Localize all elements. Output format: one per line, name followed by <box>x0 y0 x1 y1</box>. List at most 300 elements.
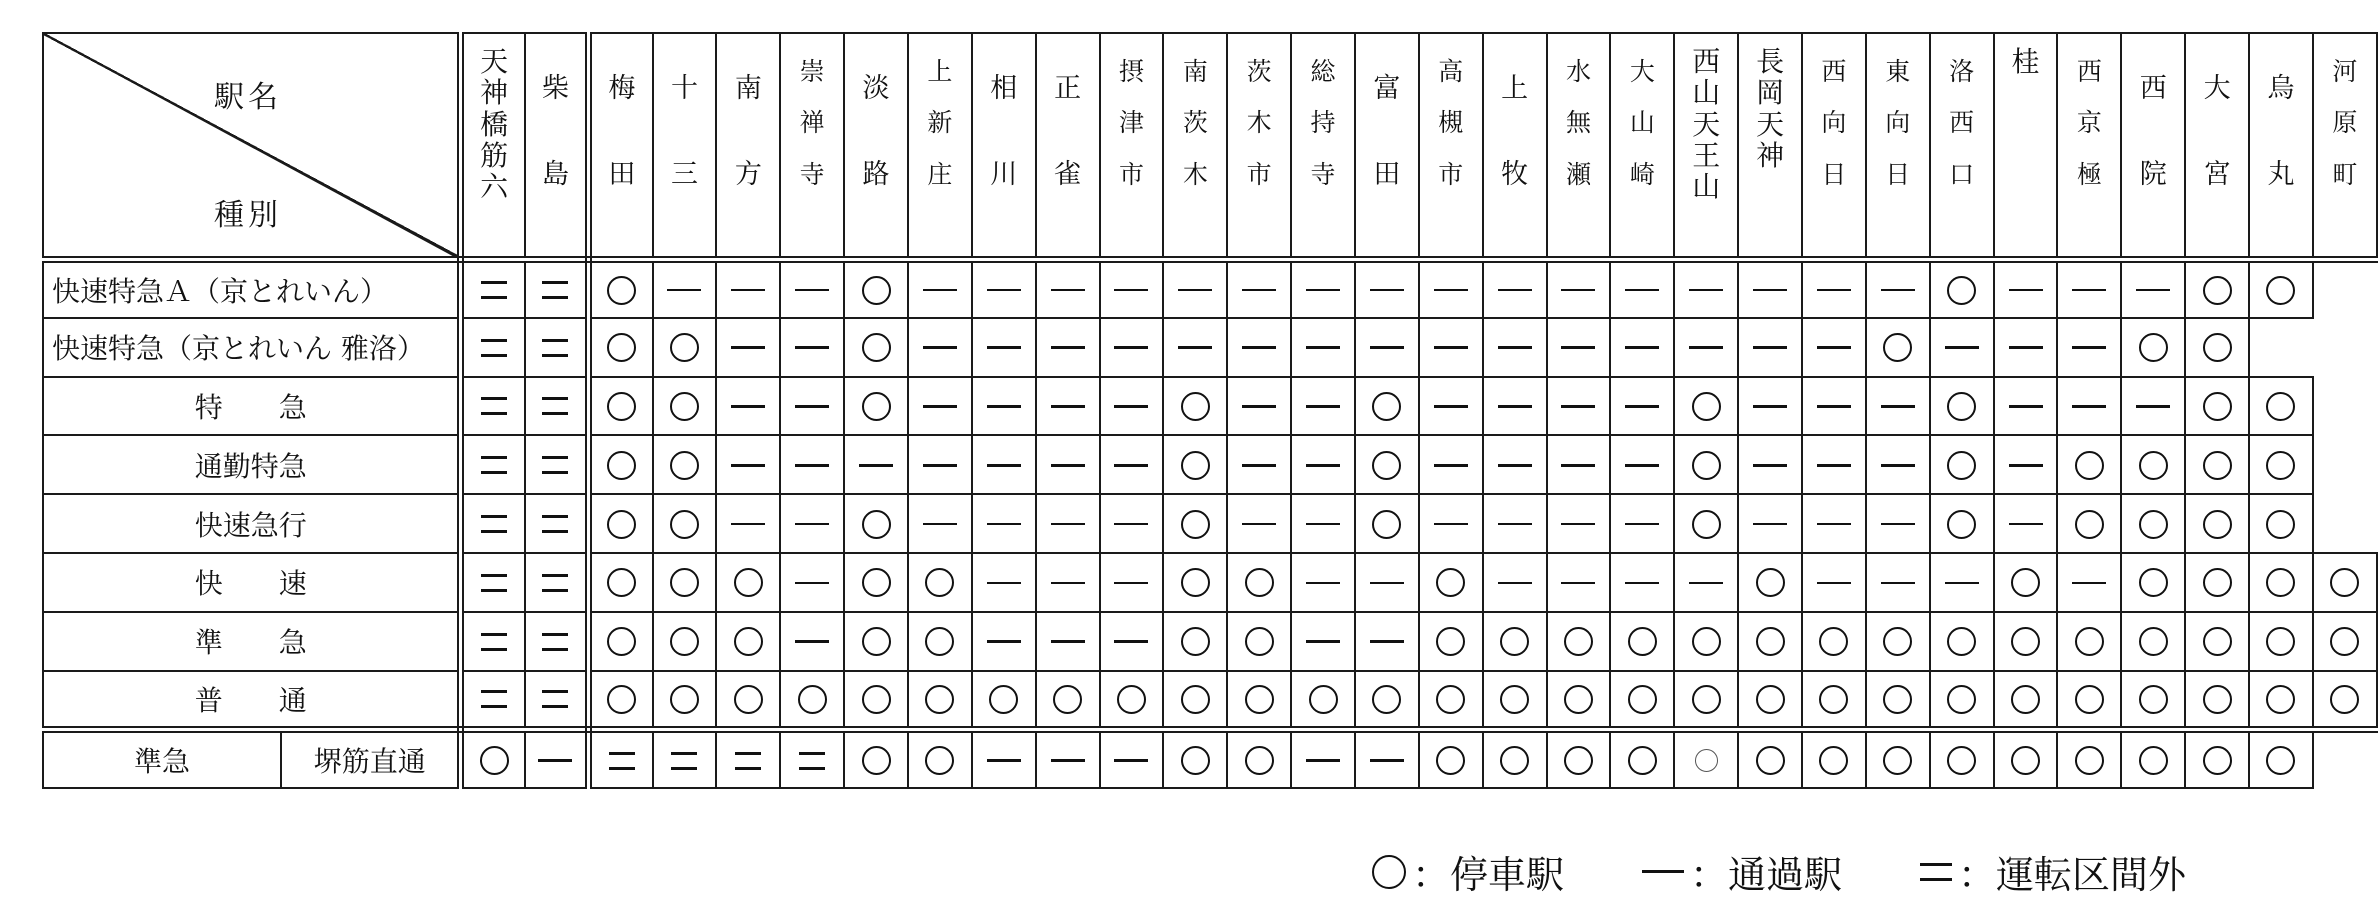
pass-cell <box>1610 318 1674 377</box>
pass-dash-icon <box>923 447 957 482</box>
train-type-label: 快速特急（京とれいん 雅洛） <box>43 318 461 377</box>
stop-cell <box>2121 612 2185 671</box>
stop-circle-icon <box>2011 742 2040 777</box>
stop-cell <box>908 553 972 612</box>
pass-cell <box>1547 435 1611 494</box>
stop-circle-icon <box>1564 742 1593 777</box>
pass-dash-icon <box>1817 447 1851 482</box>
stop-cell <box>2185 377 2249 436</box>
train-type-row <box>43 671 2377 730</box>
stop-cell <box>908 671 972 730</box>
stop-cell <box>844 259 908 318</box>
station-header <box>716 33 780 259</box>
pass-cell <box>1547 377 1611 436</box>
pass-dash-icon <box>731 388 765 423</box>
pass-dash-icon <box>923 506 957 541</box>
stop-circle-icon <box>2203 329 2232 364</box>
stop-circle-icon <box>2139 447 2168 482</box>
pass-dash-icon <box>538 742 572 777</box>
legend-pass <box>1642 844 1842 899</box>
pass-cell <box>1610 494 1674 553</box>
pass-cell <box>972 553 1036 612</box>
stop-cell <box>2185 612 2249 671</box>
stop-cell <box>1419 612 1483 671</box>
station-name: 東向日 <box>1885 57 1911 189</box>
pass-dash-icon <box>1881 272 1915 307</box>
stop-circle-icon <box>1500 681 1529 716</box>
pass-cell <box>908 494 972 553</box>
out-of-service-cell <box>525 435 589 494</box>
pass-cell <box>1483 377 1547 436</box>
pass-cell <box>1163 259 1227 318</box>
station-header <box>525 33 589 259</box>
stop-circle-icon <box>1117 681 1146 716</box>
pass-cell <box>1738 377 1802 436</box>
pass-cell <box>1866 435 1930 494</box>
stop-circle-icon <box>670 329 699 364</box>
out-of-service-cell <box>525 318 589 377</box>
stop-cell <box>589 259 653 318</box>
stop-circle-icon <box>1181 623 1210 658</box>
pass-cell <box>1355 553 1419 612</box>
pass-cell <box>780 435 844 494</box>
stop-cell <box>1738 612 1802 671</box>
stop-cell <box>2249 671 2313 730</box>
pass-cell <box>1100 377 1164 436</box>
stop-circle-icon <box>1947 272 1976 307</box>
out-of-service-icon <box>481 681 507 716</box>
stop-cell <box>1547 671 1611 730</box>
pass-cell <box>716 435 780 494</box>
stop-cell <box>2121 494 2185 553</box>
stop-circle-icon <box>1564 681 1593 716</box>
stop-circle-icon <box>1181 447 1210 482</box>
stop-cell <box>1738 553 1802 612</box>
pass-dash-icon <box>1114 388 1148 423</box>
pass-cell <box>2057 318 2121 377</box>
pass-dash-icon <box>795 272 829 307</box>
out-of-service-icon <box>481 564 507 599</box>
stop-cell <box>2249 494 2313 553</box>
stop-cell <box>1738 729 1802 788</box>
pass-cell <box>1610 553 1674 612</box>
stop-circle-icon <box>862 681 891 716</box>
stop-cell <box>1930 435 1994 494</box>
pass-cell <box>2121 377 2185 436</box>
stop-circle-icon <box>1245 742 1274 777</box>
pass-cell <box>1227 494 1291 553</box>
stop-cell <box>2185 259 2249 318</box>
stop-circle-icon <box>925 681 954 716</box>
pass-dash-icon <box>1306 388 1340 423</box>
pass-dash-icon <box>731 447 765 482</box>
out-of-service-icon <box>481 388 507 423</box>
pass-dash-icon <box>1881 506 1915 541</box>
stop-circle-icon <box>862 506 891 541</box>
stop-circle-icon <box>2075 506 2104 541</box>
stop-circle-icon <box>1372 855 1406 889</box>
station-header <box>1802 33 1866 259</box>
stop-circle-icon <box>1692 623 1721 658</box>
stop-cell <box>589 318 653 377</box>
pass-cell <box>1547 259 1611 318</box>
pass-cell <box>1355 318 1419 377</box>
stop-cell <box>2249 435 2313 494</box>
stop-cell <box>844 494 908 553</box>
stop-circle-icon <box>925 742 954 777</box>
out-of-service-cell <box>461 318 525 377</box>
pass-dash-icon <box>1114 329 1148 364</box>
stop-circle-icon <box>2203 272 2232 307</box>
stop-cell <box>908 612 972 671</box>
train-type-row <box>43 435 2377 494</box>
stop-cell <box>2249 377 2313 436</box>
pass-cell <box>1738 259 1802 318</box>
pass-dash-icon <box>1625 388 1659 423</box>
pass-cell <box>972 259 1036 318</box>
station-name: 烏丸 <box>2267 73 2295 191</box>
stop-circle-icon <box>1883 329 1912 364</box>
pass-dash-icon <box>1051 447 1085 482</box>
pass-dash-icon <box>1178 329 1212 364</box>
stop-circle-icon <box>670 447 699 482</box>
stop-cell <box>2121 553 2185 612</box>
legend <box>1372 844 2186 899</box>
pass-dash-icon <box>1242 388 1276 423</box>
stop-circle-icon <box>670 506 699 541</box>
stop-circle-icon <box>2011 564 2040 599</box>
pass-dash-icon <box>1242 272 1276 307</box>
train-type-label: 快速急行 <box>43 494 461 553</box>
stop-cell <box>1227 671 1291 730</box>
stop-circle-icon <box>1628 623 1657 658</box>
stop-cell <box>1163 671 1227 730</box>
pass-dash-icon <box>2072 272 2106 307</box>
stop-cell <box>1802 729 1866 788</box>
pass-dash-icon <box>1561 272 1595 307</box>
pass-dash-icon <box>1434 506 1468 541</box>
stop-cell <box>2249 553 2313 612</box>
pass-dash-icon <box>1306 564 1340 599</box>
station-header <box>1547 33 1611 259</box>
out-of-service-cell <box>525 259 589 318</box>
stop-cell <box>2185 553 2249 612</box>
pass-cell <box>1483 435 1547 494</box>
stop-cell <box>2185 671 2249 730</box>
station-name: 西京極 <box>2076 57 2102 189</box>
stop-circle-icon <box>2075 447 2104 482</box>
through-service-label: 堺筋直通 <box>281 729 461 788</box>
stop-circle-icon <box>670 388 699 423</box>
stop-circle-icon <box>1372 447 1401 482</box>
stop-cell <box>653 318 717 377</box>
train-type-label: 準急 <box>43 729 281 788</box>
pass-cell <box>1994 377 2058 436</box>
station-name: 西院 <box>2139 73 2167 191</box>
pass-cell <box>1100 729 1164 788</box>
stop-circle-icon <box>1181 681 1210 716</box>
pass-cell <box>2057 553 2121 612</box>
pass-cell <box>1355 612 1419 671</box>
stop-circle-icon <box>1245 681 1274 716</box>
pass-dash-icon <box>1689 564 1723 599</box>
stop-circle-icon <box>1883 623 1912 658</box>
stop-cell <box>1866 318 1930 377</box>
stop-circle-icon <box>607 506 636 541</box>
pass-cell <box>1674 259 1738 318</box>
pass-cell <box>780 318 844 377</box>
stop-cell <box>1227 612 1291 671</box>
pass-dash-icon <box>1242 506 1276 541</box>
pass-cell <box>908 377 972 436</box>
stop-circle-icon <box>2203 623 2232 658</box>
stop-cell <box>844 729 908 788</box>
pass-cell <box>1802 494 1866 553</box>
out-of-service-icon <box>735 742 761 777</box>
stop-circle-icon <box>1947 506 1976 541</box>
pass-dash-icon <box>1753 447 1787 482</box>
stop-circle-icon <box>1947 388 1976 423</box>
out-of-service-icon <box>481 506 507 541</box>
pass-dash-icon <box>795 506 829 541</box>
pass-cell <box>1802 259 1866 318</box>
train-type-row <box>43 553 2377 612</box>
train-type-row <box>43 612 2377 671</box>
stop-cell <box>1547 729 1611 788</box>
stop-circle-icon <box>734 623 763 658</box>
stop-circle-icon <box>607 272 636 307</box>
timetable-wrapper <box>42 32 2378 897</box>
pass-dash-icon <box>859 447 893 482</box>
pass-cell <box>1483 494 1547 553</box>
pass-cell <box>1036 435 1100 494</box>
stop-cell <box>1610 612 1674 671</box>
stop-circle-icon <box>2075 742 2104 777</box>
pass-dash-icon <box>987 388 1021 423</box>
pass-dash-icon <box>987 564 1021 599</box>
stop-circle-icon <box>1692 447 1721 482</box>
pass-cell <box>1547 494 1611 553</box>
stop-circle-icon <box>607 623 636 658</box>
stop-circle-icon <box>925 564 954 599</box>
stop-pattern-table <box>42 32 2378 789</box>
stop-circle-icon <box>2011 681 2040 716</box>
pass-cell <box>1866 259 1930 318</box>
out-of-service-icon <box>542 447 568 482</box>
station-name: 淡路 <box>862 73 890 191</box>
pass-cell <box>2121 259 2185 318</box>
pass-cell <box>972 435 1036 494</box>
pass-dash-icon <box>795 329 829 364</box>
legend-stop <box>1372 844 1564 899</box>
pass-dash-icon <box>731 329 765 364</box>
station-name: 河原町 <box>2332 57 2358 189</box>
station-header <box>2249 33 2313 259</box>
pass-cell <box>1036 318 1100 377</box>
stop-cell <box>1227 553 1291 612</box>
stop-cell <box>1163 729 1227 788</box>
pass-dash-icon <box>1561 388 1595 423</box>
stop-cell <box>1930 377 1994 436</box>
pass-dash-icon <box>1306 623 1340 658</box>
stop-circle-icon <box>1181 564 1210 599</box>
pass-cell <box>1738 435 1802 494</box>
stop-circle-icon <box>1947 623 1976 658</box>
station-header <box>972 33 1036 259</box>
stop-cell <box>589 377 653 436</box>
stop-circle-icon <box>734 681 763 716</box>
stop-circle-icon <box>1245 564 1274 599</box>
out-of-service-icon <box>799 742 825 777</box>
stop-circle-icon <box>1883 742 1912 777</box>
stop-circle-icon <box>1181 388 1210 423</box>
pass-cell <box>1419 494 1483 553</box>
stop-circle-icon <box>1564 623 1593 658</box>
out-of-service-cell <box>780 729 844 788</box>
pass-dash-icon <box>1498 506 1532 541</box>
stop-cell <box>2121 318 2185 377</box>
stop-circle-icon <box>862 623 891 658</box>
stop-cell <box>653 494 717 553</box>
pass-dash-icon <box>667 272 701 307</box>
stop-cell <box>1930 729 1994 788</box>
station-name: 正雀 <box>1054 73 1082 191</box>
pass-cell <box>1100 553 1164 612</box>
pass-dash-icon <box>1498 447 1532 482</box>
stop-circle-icon <box>862 564 891 599</box>
pass-dash-icon <box>2009 388 2043 423</box>
pass-cell <box>716 259 780 318</box>
pass-dash-icon <box>1625 506 1659 541</box>
stop-circle-icon <box>2011 623 2040 658</box>
pass-dash-icon <box>1625 272 1659 307</box>
pass-dash-icon <box>1561 564 1595 599</box>
pass-dash-icon <box>1945 329 1979 364</box>
train-type-label: 特 急 <box>43 377 461 436</box>
pass-cell <box>1036 494 1100 553</box>
stop-circle-icon <box>2203 506 2232 541</box>
pass-dash-icon <box>1051 623 1085 658</box>
pass-dash-icon <box>1051 388 1085 423</box>
stop-circle-icon <box>2266 447 2295 482</box>
pass-cell <box>780 494 844 553</box>
station-name: 西向日 <box>1821 57 1847 189</box>
pass-dash-icon <box>2136 272 2170 307</box>
pass-dash-icon <box>1817 506 1851 541</box>
stop-circle-icon <box>862 329 891 364</box>
pass-cell <box>1802 377 1866 436</box>
pass-cell <box>2057 377 2121 436</box>
stop-cell <box>1866 612 1930 671</box>
stop-cell <box>1994 553 2058 612</box>
train-type-label: 快 速 <box>43 553 461 612</box>
stop-circle-icon <box>1756 623 1785 658</box>
stop-cell <box>2185 494 2249 553</box>
pass-cell <box>1610 259 1674 318</box>
pass-cell <box>780 377 844 436</box>
pass-dash-icon <box>1370 742 1404 777</box>
stop-cell <box>1674 435 1738 494</box>
stop-circle-icon <box>607 564 636 599</box>
stop-cell <box>589 553 653 612</box>
pass-dash-icon <box>1051 329 1085 364</box>
pass-cell <box>1994 494 2058 553</box>
train-type-row <box>43 377 2377 436</box>
pass-dash-icon <box>1498 272 1532 307</box>
stop-cell <box>1866 729 1930 788</box>
stop-circle-icon <box>2139 506 2168 541</box>
pass-dash-icon <box>2136 388 2170 423</box>
stop-cell <box>1355 377 1419 436</box>
stop-circle-icon <box>1245 623 1274 658</box>
pass-dash-icon <box>1242 329 1276 364</box>
stop-cell <box>653 671 717 730</box>
stop-cell <box>1994 671 2058 730</box>
legend-out-of-service <box>1920 844 2186 899</box>
stop-circle-icon <box>1053 681 1082 716</box>
stop-cell <box>589 612 653 671</box>
pass-cell <box>1547 553 1611 612</box>
pass-dash-icon <box>1945 564 1979 599</box>
stop-circle-icon <box>1947 742 1976 777</box>
pass-dash-icon <box>1434 329 1468 364</box>
pass-dash-icon <box>1881 564 1915 599</box>
station-header <box>1866 33 1930 259</box>
pass-cell <box>1802 553 1866 612</box>
stop-cell <box>2313 612 2377 671</box>
pass-dash-icon <box>1881 388 1915 423</box>
stop-circle-icon <box>734 564 763 599</box>
out-of-service-icon <box>542 564 568 599</box>
pass-cell <box>972 318 1036 377</box>
stop-cell <box>1227 729 1291 788</box>
out-of-service-cell <box>589 729 653 788</box>
pass-dash-icon <box>1306 506 1340 541</box>
pass-cell <box>1483 553 1547 612</box>
stop-cell <box>2057 729 2121 788</box>
out-of-service-cell <box>525 553 589 612</box>
pass-dash-icon <box>1051 272 1085 307</box>
pass-cell <box>972 612 1036 671</box>
stop-cell <box>1036 671 1100 730</box>
pass-cell <box>1866 377 1930 436</box>
pass-cell <box>1802 435 1866 494</box>
pass-cell <box>1419 435 1483 494</box>
pass-dash-icon <box>987 272 1021 307</box>
pass-dash-icon <box>1817 388 1851 423</box>
station-header <box>908 33 972 259</box>
station-name: 大宮 <box>2203 73 2231 191</box>
station-name: 上牧 <box>1501 73 1529 191</box>
stop-circle-icon <box>925 623 954 658</box>
stop-circle-icon <box>2139 681 2168 716</box>
stop-circle-icon <box>2075 681 2104 716</box>
stop-circle-icon <box>1692 681 1721 716</box>
pass-cell <box>1100 435 1164 494</box>
stop-circle-icon <box>2139 329 2168 364</box>
stop-circle-icon <box>1883 681 1912 716</box>
pass-cell <box>1036 377 1100 436</box>
pass-dash-icon <box>1498 564 1532 599</box>
station-header <box>1036 33 1100 259</box>
pass-dash-icon <box>1306 272 1340 307</box>
out-of-service-icon <box>481 623 507 658</box>
pass-cell <box>908 318 972 377</box>
stop-cell <box>2185 318 2249 377</box>
pass-cell <box>1738 494 1802 553</box>
station-name: 十三 <box>670 73 698 191</box>
pass-cell <box>1036 553 1100 612</box>
